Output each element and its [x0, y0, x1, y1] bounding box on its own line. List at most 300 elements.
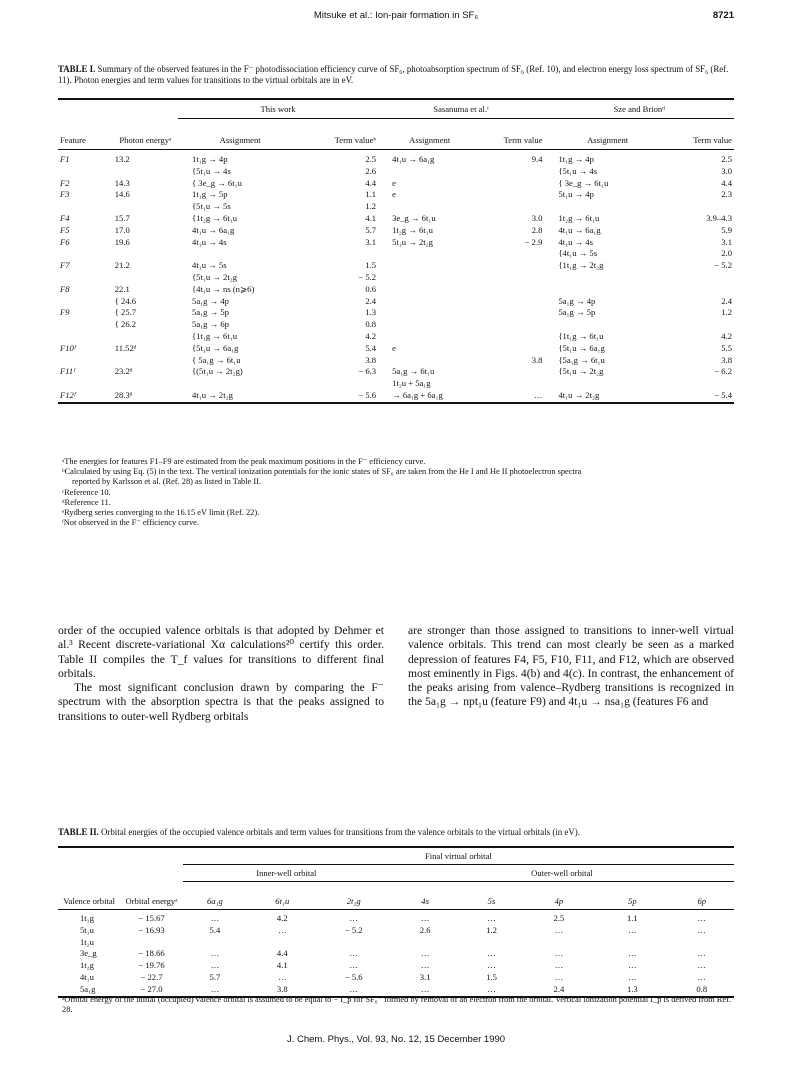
table1-cell-e — [113, 378, 178, 390]
table2-col-header: 4s — [421, 895, 429, 906]
table1-cell-e — [113, 272, 178, 284]
table1-cell-ba: 4t₁u → 6a₁g — [558, 224, 601, 235]
table1-cell-ba: 1t₁g → 4p — [558, 154, 594, 164]
table2-col-header: 5s — [487, 895, 496, 906]
table1-cell-st: … — [533, 389, 543, 400]
table1-footnote: ᵈReference 11. — [62, 497, 111, 507]
table1-row — [58, 213, 734, 225]
table1-cell-e: 14.3 — [114, 177, 130, 188]
table1-footnote: ᵃThe energies for features F1–F9 are estimated from the peak maximum positions in the F⁻ efficiency curve. — [62, 457, 426, 466]
group-header-sze-brion: Sze and Brionᵈ — [544, 99, 734, 119]
col-header-term-value-sasanuma: Term value — [503, 134, 543, 145]
table1-cell-bt: 5.9 — [721, 224, 732, 235]
table2-cell: 5a₁g — [80, 983, 96, 994]
table1-cell-a: 1t₁g → 5p — [192, 189, 228, 200]
table1-cell-ba: {5a₁g → 6t₁u — [558, 354, 605, 365]
table2-col-header: 6p — [697, 895, 707, 906]
running-header — [58, 10, 734, 24]
table2-caption-label: TABLE II. — [58, 827, 99, 837]
table2-cell: 1t₁g — [80, 913, 94, 923]
table1-cell-bt: 3.8 — [721, 354, 732, 365]
table2-cell: 1.3 — [626, 983, 638, 994]
table2-cell: 1.1 — [626, 913, 638, 923]
table2-cell: 5.7 — [209, 971, 221, 982]
table1-cell-st — [481, 272, 544, 284]
table1-cell-f — [58, 272, 113, 284]
table1-cell-bt — [671, 201, 734, 213]
table1-cell-e: 28.3ᵈ — [114, 389, 133, 400]
table1-row — [58, 201, 734, 213]
table1-row — [58, 307, 734, 319]
table1-cell-e: 21.2 — [114, 260, 130, 271]
table1-cell-f: F9 — [60, 307, 70, 318]
table1-cell-bt — [671, 378, 734, 390]
body-paragraph: are stronger than those assigned to transitions to inner-well virtual valence orbitals. This trend can most clearly be seen as a marked depression of features F4, F5, F10, F11, and F12, which are observed most eminently in Figs. 4(b) and 4(c). In contrast, the enhancement of the peaks arising from valence–Rydberg transitions is recognized in the 5a₁g → npt₁u (feature F9) and 4t₁u → nsa₁g (features F6 and — [408, 624, 734, 709]
table1-cell-st: 2.8 — [531, 224, 543, 235]
table1-cell-a: {5t₁u → 4s — [192, 165, 231, 176]
col-header-term-value-sze: Term value — [693, 134, 732, 145]
table1-cell-t: 5.7 — [365, 224, 377, 235]
table1-cell-a: {5t₁u → 6a₁g — [192, 342, 239, 353]
table1-footnote: ᵇCalculated by using Eq. (5) in the text. The vertical ionization potentials for the ionic states of SF₆ are taken from the He I and He II photoelectron spectra — [62, 467, 582, 477]
table1-cell-st: − 2.9 — [524, 236, 543, 247]
col-header-term-value: Term valueᵇ — [334, 134, 377, 145]
table2-cell: … — [420, 983, 430, 994]
table1-cell-st — [481, 178, 544, 190]
table1-cell-st: 9.4 — [531, 154, 543, 164]
table2-col-header: 2t₂g — [346, 895, 361, 906]
table1-cell-ba: {5t₁u → 6a₁g — [558, 342, 605, 353]
running-title: Mitsuke et al.: Ion-pair formation in SF₆ — [313, 10, 479, 21]
table1-cell-e: 14.6 — [114, 189, 130, 200]
table2-cell: 1.5 — [486, 971, 497, 982]
table1-cell-f: F10ᶠ — [60, 342, 76, 353]
table1-cell-f — [58, 248, 113, 260]
table1-cell-f: F2 — [60, 177, 70, 188]
table1-caption-label: TABLE I. — [58, 64, 96, 74]
table1-cell-a: 4t₁u → 2t₂g — [192, 389, 233, 400]
table1-cell-a: 4t₁u → 6a₁g — [192, 224, 235, 235]
table2-cell: … — [628, 960, 637, 971]
table1-cell-f: F6 — [60, 236, 70, 247]
table2-cell: … — [210, 913, 220, 923]
table1 — [58, 98, 734, 408]
table1-cell-a — [178, 248, 302, 260]
table2-cell: … — [349, 960, 358, 971]
table1-footnotes — [58, 457, 734, 528]
table1-cell-bt: 5.5 — [721, 342, 732, 353]
table2-row — [58, 925, 734, 937]
table1-cell-t: 4.4 — [365, 177, 377, 188]
table1-row — [58, 248, 734, 260]
table1-cell-sa: 5t₁u → 2t₂g — [392, 236, 433, 247]
table1-cell-t: 4.2 — [365, 330, 377, 341]
table1-cell-e: { 26.2 — [114, 319, 137, 330]
table2-cell: 1t₂u — [80, 936, 94, 947]
table2-cell: 4t₁u — [80, 971, 94, 982]
table1-cell-t: 2.4 — [365, 295, 377, 306]
table1-row — [58, 189, 734, 201]
table2-cell: … — [554, 924, 564, 935]
table1-cell-bt: 2.0 — [721, 248, 732, 259]
table1-cell-a: 1t₁g → 4p — [192, 154, 228, 164]
table1-cell-a: 4t₁u → 4s — [192, 236, 227, 247]
table2-caption — [58, 827, 734, 838]
table1-cell-sa — [378, 319, 481, 331]
table2-cell: 4.1 — [276, 960, 288, 971]
table2-cell: … — [349, 913, 358, 923]
table2-col-header: 5p — [628, 895, 637, 906]
table1-cell-t: 3.8 — [365, 354, 377, 365]
table2-cell — [120, 937, 182, 949]
table1-cell-t — [302, 378, 378, 390]
table1-cell-ba: 5a₁g → 4p — [558, 295, 596, 306]
table2-cell: … — [210, 948, 220, 959]
body-left-column — [58, 624, 384, 724]
table1-cell-a — [178, 378, 302, 390]
table1-cell-bt — [671, 272, 734, 284]
table2-cell: 1.2 — [486, 924, 497, 935]
table1-cell-a: 5a₁g → 4p — [192, 295, 229, 306]
table1-cell-sa: e — [392, 177, 396, 188]
body-paragraph: order of the occupied valence orbitals is that adopted by Dehmer et al.³ Recent discrete-variational Xα calculations²⁰ certify this order. Table II compiles the T_f values for transitions to different final orbitals. — [58, 624, 384, 680]
table2-cell: 1t₂g — [80, 960, 94, 971]
table1-cell-ba — [544, 201, 670, 213]
table1-cell-e: { 25.7 — [114, 307, 137, 318]
table2-cell: … — [554, 960, 564, 971]
table1-cell-e — [113, 355, 178, 367]
table1-cell-e: 11.52ᵈ — [114, 342, 137, 353]
table1-row — [58, 284, 734, 296]
table1-cell-f — [58, 378, 113, 390]
table1-cell-e: 23.2ᵈ — [114, 366, 133, 377]
table1-cell-st — [481, 366, 544, 378]
table1-cell-bt: 3.1 — [721, 236, 732, 247]
table1-cell-e — [113, 331, 178, 343]
table2-cell — [460, 937, 522, 949]
table2-cell — [183, 937, 247, 949]
table1-row — [58, 296, 734, 308]
table1-caption-text: Summary of the observed features in the F⁻ photodissociation efficiency curve of SF₆, photoabsorption spectrum of SF₆ (Ref. 10), and electron energy loss spectrum of SF₆ (Ref. 11). Photon energies and term values for transitions to the virtual orbitals are in eV. — [58, 64, 729, 86]
outer-well-header: Outer-well orbital — [390, 865, 734, 882]
table1-cell-sa — [378, 272, 481, 284]
table1-cell-sa: 3e_g → 6t₁u — [392, 212, 436, 223]
journal-footer: J. Chem. Phys., Vol. 93, No. 12, 15 December 1990 — [286, 1034, 506, 1045]
table1-cell-sa: 1t₂g → 6t₁u — [392, 224, 433, 235]
table1-cell-t: − 5.2 — [358, 271, 377, 282]
table1-cell-sa — [378, 307, 481, 319]
table1-cell-sa — [378, 331, 481, 343]
table1-cell-t: − 6.3 — [358, 366, 377, 377]
table2-col-header: 6a₁g — [206, 895, 223, 906]
table1-caption — [58, 64, 734, 86]
table2-cell — [595, 937, 669, 949]
table1-cell-sa — [378, 284, 481, 296]
table1-cell-st — [481, 166, 544, 178]
table1-cell-st — [481, 284, 544, 296]
table2-cell: 4.4 — [276, 948, 288, 959]
table1-cell-t: − 5.6 — [358, 389, 377, 400]
table1-cell-a: {1t₂g → 6t₁u — [192, 212, 238, 223]
table1-cell-bt: 3.0 — [721, 165, 732, 176]
table1-cell-st — [481, 189, 544, 201]
table1-cell-f: F12ᶠ — [60, 389, 76, 400]
table1-cell-a: {(5t₁u → 2t₂g) — [192, 366, 243, 377]
table1-cell-f: F7 — [60, 260, 70, 271]
col-header-feature: Feature — [60, 134, 86, 145]
table1-cell-a: { 5a₁g → 6t₁u — [192, 354, 241, 365]
table1-cell-t: 1.2 — [365, 201, 377, 212]
table2-cell: 4.2 — [276, 913, 288, 923]
table1-cell-t: 5.4 — [365, 342, 377, 353]
table2-cell: − 16.93 — [138, 924, 165, 935]
table1-cell-bt: 2.3 — [721, 189, 732, 200]
table1-row — [58, 178, 734, 190]
table2-cell: … — [487, 983, 496, 994]
table1-cell-e: 17.0 — [114, 224, 130, 235]
table1-cell-bt: 4.2 — [721, 330, 732, 341]
table2-cell: − 5.2 — [344, 924, 363, 935]
table2-cell: … — [697, 971, 707, 982]
table2-row — [58, 972, 734, 984]
table2-caption-text: Orbital energies of the occupied valence orbitals and term values for transitions from the valence orbitals to the virtual orbitals (in eV). — [101, 827, 580, 837]
table2-cell: 5t₁u — [80, 924, 94, 935]
table2-cell: … — [628, 971, 637, 982]
table1-cell-a: {5t₁u → 5s — [192, 201, 231, 212]
table1-cell-sa — [378, 248, 481, 260]
table1-cell-f — [58, 166, 113, 178]
table2-cell: … — [278, 924, 287, 935]
table1-cell-e — [113, 201, 178, 213]
table2-cell: 3.8 — [276, 983, 288, 994]
table1-cell-ba: 4t₁u → 4s — [558, 236, 593, 247]
table1-cell-e: 19.6 — [114, 236, 130, 247]
table1-cell-f: F1 — [60, 154, 70, 164]
table1-cell-st — [481, 331, 544, 343]
table1-cell-t: 4.1 — [365, 212, 377, 223]
table1-cell-sa — [378, 296, 481, 308]
table1-cell-f — [58, 331, 113, 343]
table1-cell-ba — [544, 284, 670, 296]
table2-footnote — [58, 995, 734, 1015]
table1-cell-t: 1.1 — [365, 189, 377, 200]
table1-cell-bt: 4.4 — [721, 177, 732, 188]
table1-cell-ba: 4t₁u → 2t₂g — [558, 389, 600, 400]
group-header-this-work: This work — [178, 99, 378, 119]
table1-cell-bt: 2.4 — [721, 295, 732, 306]
table1-cell-t: 2.6 — [365, 165, 377, 176]
table1-cell-ba: {5t₁u → 2t₂g — [558, 366, 604, 377]
table1-cell-bt: − 5.2 — [714, 260, 732, 271]
body-paragraph: The most significant conclusion drawn by comparing the F⁻ spectrum with the absorption spectra is that the peaks assigned to transitions to outer-well Rydberg orbitals — [58, 681, 384, 723]
table2-cell: 2.5 — [553, 913, 565, 923]
table2-row — [58, 960, 734, 972]
table2-cell: … — [349, 948, 358, 959]
table1-cell-st: 3.0 — [531, 212, 543, 223]
table2-cell: … — [487, 948, 496, 959]
table1-cell-a: 5a₁g → 6p — [192, 319, 229, 330]
table1-cell-sa: 4t₁u → 6a₁g — [392, 154, 435, 164]
table1-cell-a: {5t₁u → 2t₂g — [192, 271, 238, 282]
table2-cell: … — [697, 948, 707, 959]
table1-cell-t: 0.6 — [365, 283, 377, 294]
table1-cell-bt — [671, 319, 734, 331]
table2-col-header: 4p — [554, 895, 564, 906]
group-header-sasanuma: Sasanuma et al.ᶜ — [378, 99, 544, 119]
table1-cell-f — [58, 319, 113, 331]
table1-cell-e — [113, 248, 178, 260]
table1-footnote: reported by Karlsson et al. (Ref. 28) as listed in Table II. — [72, 477, 262, 487]
table2-cell: − 27.0 — [140, 983, 163, 994]
table1-cell-a: { 3e_g → 6t₁u — [192, 177, 242, 188]
table1-cell-bt: − 6.2 — [714, 366, 732, 377]
table1-row — [58, 237, 734, 249]
table1-cell-e — [113, 166, 178, 178]
table1-cell-st — [481, 296, 544, 308]
table2-col-header: Valence orbital — [63, 895, 116, 906]
table1-row — [58, 390, 734, 403]
table1-row — [58, 272, 734, 284]
col-header-photon-energy: Photon energyᵃ — [119, 134, 172, 145]
table2-col-header: Orbital energyᵃ — [125, 895, 178, 906]
table1-cell-ba: 5a₁g → 5p — [558, 307, 596, 318]
table1-cell-e: { 24.6 — [114, 295, 137, 306]
table1-cell-ba: {4t₁u → 5s — [558, 248, 598, 259]
table2-cell: … — [697, 960, 707, 971]
table2-cell: … — [210, 983, 220, 994]
table2-footnote-text: ᵃOrbital energy of the initial (occupied) valence orbital is assumed to be equal to − I_p for SF₆⁺ formed by removal of an electron from the orbital. Vertical ionization potential I_p is derived from Ref. 28. — [62, 995, 731, 1015]
table1-cell-f — [58, 201, 113, 213]
table1-cell-sa — [378, 260, 481, 272]
table2-cell: … — [420, 960, 430, 971]
table1-cell-ba: 5t₁u → 4p — [558, 189, 594, 200]
table1-cell-t: 2.5 — [365, 154, 377, 164]
table2-cell: … — [420, 913, 430, 923]
table1-cell-sa — [378, 355, 481, 367]
table1-row — [58, 319, 734, 331]
table1-cell-a: {4t₁u → ns (n⩾6) — [192, 283, 255, 294]
table2-cell: … — [697, 924, 707, 935]
table2-cell: 2.6 — [419, 924, 431, 935]
table1-cell-ba: { 3e_g → 6t₁u — [558, 177, 609, 188]
table1-cell-a: 4t₁u → 5s — [192, 260, 227, 271]
table1-cell-t: 1.3 — [365, 307, 377, 318]
table2-row — [58, 913, 734, 925]
table2-cell: … — [487, 960, 496, 971]
table1-cell-st — [481, 319, 544, 331]
table1-row — [58, 366, 734, 378]
table1-row — [58, 166, 734, 178]
table1-footnote: ᶠNot observed in the F⁻ efficiency curve. — [62, 518, 199, 528]
table1-cell-sa — [378, 201, 481, 213]
table2-cell: 5.4 — [209, 924, 221, 935]
table1-cell-bt: 1.2 — [721, 307, 732, 318]
col-header-assignment-sze: Assignment — [587, 134, 629, 145]
table2-cell: − 5.6 — [344, 971, 363, 982]
table1-cell-f: F5 — [60, 224, 70, 235]
table2-cell: … — [210, 960, 220, 971]
table2-cell — [523, 937, 595, 949]
table1-cell-st: 3.8 — [531, 354, 543, 365]
table1-cell-ba: {5t₁u → 4s — [558, 165, 598, 176]
col-header-assignment-sasanuma: Assignment — [409, 134, 451, 145]
table2-cell: … — [628, 948, 637, 959]
table1-cell-t: 3.1 — [365, 236, 377, 247]
table1-cell-sa: 1t₂u + 5a₁g — [392, 378, 431, 389]
table2-cell: … — [349, 983, 358, 994]
table1-cell-t: 1.5 — [365, 260, 377, 271]
table2-cell: … — [697, 913, 707, 923]
table2-cell — [670, 937, 734, 949]
table1-cell-st — [481, 378, 544, 390]
body-right-column — [408, 624, 734, 710]
table2-row — [58, 937, 734, 949]
table2-col-header: 6t₁u — [275, 895, 290, 906]
table1-cell-f: F11ᶠ — [60, 366, 75, 377]
table1-cell-a: {1t₁g → 6t₁u — [192, 330, 238, 341]
table1-cell-st — [481, 201, 544, 213]
table2-cell — [390, 937, 460, 949]
table2-cell: … — [554, 948, 564, 959]
table1-cell-ba: {1t₁g → 2t₂g — [558, 260, 604, 271]
table2-cell: … — [278, 971, 287, 982]
table1-cell-sa — [378, 166, 481, 178]
table1-cell-bt — [671, 284, 734, 296]
table1-cell-t — [302, 248, 378, 260]
table2-cell: − 18.66 — [138, 948, 165, 959]
table2-cell — [247, 937, 317, 949]
table1-footnote: ᶜReference 10. — [62, 487, 111, 497]
table1-row — [58, 225, 734, 237]
table1-cell-st — [481, 248, 544, 260]
table1-cell-e: 22.1 — [114, 283, 130, 294]
table1-cell-f — [58, 296, 113, 308]
table1-cell-bt: − 5.4 — [714, 389, 732, 400]
table1-cell-e: 15.7 — [114, 212, 130, 223]
table1-cell-f — [58, 355, 113, 367]
final-orbital-header: Final virtual orbital — [183, 847, 734, 865]
table1-cell-ba — [544, 272, 670, 284]
table2-cell — [318, 937, 390, 949]
table2-cell: − 15.67 — [138, 913, 165, 923]
table2-cell: … — [420, 948, 430, 959]
page-number: 8721 — [712, 10, 734, 21]
table1-cell-sa: 5a₁g → 6t₁u — [392, 366, 435, 377]
table1-cell-sa: → 6a₁g + 6a₁g — [392, 389, 443, 400]
table2 — [58, 846, 734, 1001]
table2-row — [58, 948, 734, 960]
table1-row — [58, 260, 734, 272]
table2-cell: 0.8 — [696, 983, 708, 994]
table1-cell-ba — [544, 319, 670, 331]
table1-cell-bt: 2.5 — [721, 154, 732, 164]
table2-cell: − 19.76 — [138, 960, 165, 971]
table1-row — [58, 343, 734, 355]
table1-footnote: ᵉRydberg series converging to the 16.15 eV limit (Ref. 22). — [62, 508, 260, 518]
table1-row — [58, 331, 734, 343]
table1-cell-e: 13.2 — [114, 154, 130, 164]
table1-row — [58, 378, 734, 390]
col-header-assignment: Assignment — [219, 134, 261, 145]
table2-cell: 3.1 — [419, 971, 431, 982]
table1-cell-sa: e — [392, 189, 396, 200]
table2-cell: 2.4 — [553, 983, 565, 994]
table2-cell: … — [628, 924, 637, 935]
table2-cell: … — [487, 913, 496, 923]
table1-cell-sa: e — [392, 342, 396, 353]
table1-cell-a: 5a₁g → 5p — [192, 307, 229, 318]
table2-cell: … — [554, 971, 564, 982]
